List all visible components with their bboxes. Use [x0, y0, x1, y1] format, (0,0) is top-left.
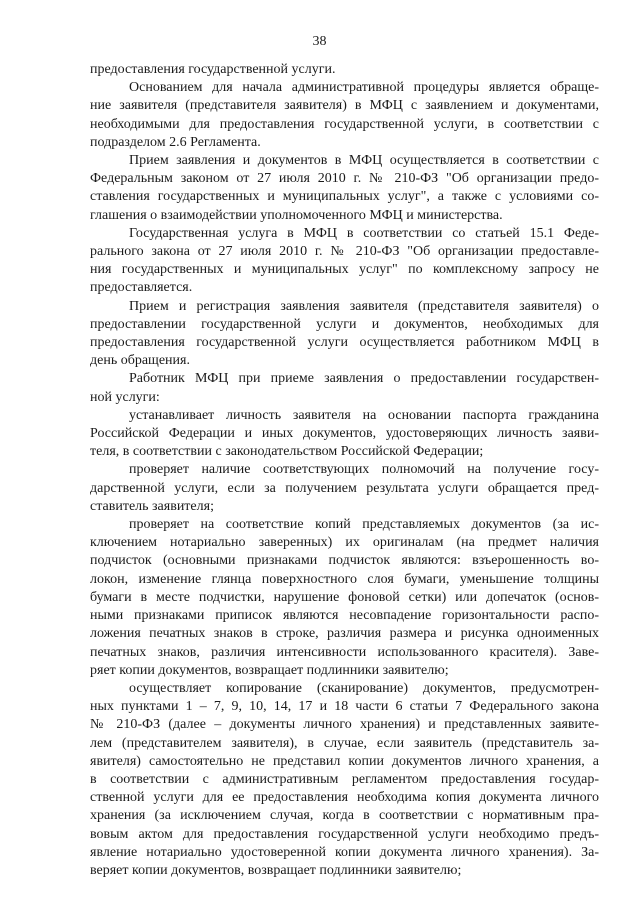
text-line: необходимыми для предоставления государственной услуги, в соответствии с [90, 116, 599, 132]
paragraph [90, 516, 599, 680]
text-line: предоставляется. [90, 280, 193, 296]
text-line: предоставлении государственной услуги и документов, необходимых для [90, 316, 599, 332]
text-line: лем (представителем заявителя), в случае, если заявитель (представитель за- [90, 735, 599, 751]
text-line: Государственная услуга в МФЦ в соответствии со статьей 15.1 Феде- [129, 225, 599, 241]
text-line: ными признаками приписок являются несовпадение горизонтальности распо- [90, 608, 599, 624]
text-line: ной услуги: [90, 389, 160, 405]
text-line: Работник МФЦ при приеме заявления о предоставлении государствен- [129, 371, 599, 387]
text-line: ственной услуги для ее предоставления необходима копия документа личного [90, 790, 599, 806]
text-line: явителя) самостоятельно не представил копии документов личного хранения, а [90, 753, 599, 769]
text-line: ложения печатных знаков в строке, различия размера и рисунка одноименных [90, 626, 599, 642]
text-line: локон, изменение глянца поверхностного слоя бумаги, уменьшение толщины [90, 571, 599, 587]
text-line: проверяет наличие соответствующих полномочий на получение госу- [129, 462, 599, 478]
text-line: подразделом 2.6 Регламента. [90, 134, 261, 150]
text-line: день обращения. [90, 353, 190, 369]
text-line: ставления государственных и муниципальных услуг", а также с условиями со- [90, 189, 599, 205]
paragraph [90, 461, 599, 516]
paragraph [90, 152, 599, 225]
text-line: веряет копии документов, возвращает подлинники заявителю; [90, 862, 462, 878]
text-line: теля, в соответствии с законодательством Российской Федерации; [90, 444, 484, 460]
paragraph [90, 79, 599, 152]
text-line: предоставления государственной услуги осуществляется работником МФЦ в [90, 335, 599, 351]
text-line: печатных знаков, различия интенсивности использованного красителя). Заве- [90, 644, 599, 660]
text-line: проверяет на соответствие копий представляемых документов (за ис- [129, 517, 599, 533]
text-line: осуществляет копирование (сканирование) документов, предусмотрен- [129, 680, 599, 696]
text-line: подчисток (основными признаками подчисток являются: взъерошенность во- [90, 553, 599, 569]
text-line: в соответствии с административным регламентом предоставления государ- [90, 771, 599, 787]
text-line: ных пунктами 1 – 7, 9, 10, 14, 17 и 18 части 6 статьи 7 Федерального закона [90, 699, 599, 715]
text-line: устанавливает личность заявителя на основании паспорта гражданина [129, 407, 599, 423]
text-line: Прием и регистрация заявления заявителя (представителя заявителя) о [129, 298, 599, 314]
text-line: дарственной услуги, если за получением результата услуги обращается пред- [90, 480, 599, 496]
text-line: ряет копии документов, возвращает подлинники заявителю; [90, 662, 449, 678]
text-line: Российской Федерации и иных документов, удостоверяющих личность заяви- [90, 426, 599, 442]
paragraph [90, 407, 599, 462]
text-line: ния государственных и муниципальных услуг" по комплексному запросу не [90, 262, 599, 278]
text-line: ставитель заявителя; [90, 498, 214, 514]
text-line: ключением нотариально заверенных) их оригиналам (на предмет наличия [90, 535, 599, 551]
text-line: вовым актом для предоставления государственной услуги необходимо предъ- [90, 826, 599, 842]
text-line: явление нотариально удостоверенной копии документа личного хранения). За- [90, 844, 599, 860]
text-line: предоставления государственной услуги. [90, 62, 336, 77]
text-line: хранения (за исключением случая, когда в соответствии с нормативным пра- [90, 808, 599, 824]
paragraph [90, 298, 599, 371]
paragraph [90, 225, 599, 298]
text-line: ние заявителя (представителя заявителя) в МФЦ с заявлением и документами, [90, 98, 599, 114]
text-line: Прием заявления и документов в МФЦ осуществляется в соответствии с [129, 153, 599, 169]
document-body [90, 61, 599, 880]
paragraph [90, 61, 599, 79]
text-line: бумаги в месте подчистки, нарушение фоновой сетки) или допечаток (основ- [90, 589, 599, 605]
page-number: 38 [312, 34, 327, 49]
text-line: глашения о взаимодействии уполномоченного МФЦ и министерства. [90, 207, 503, 223]
paragraph [90, 370, 599, 406]
text-line: № 210-ФЗ (далее – документы личного хранения) и представленных заявите- [90, 717, 599, 733]
text-line: рального закона от 27 июля 2010 г. № 210-ФЗ "Об организации предоставле- [90, 244, 599, 260]
paragraph [90, 680, 599, 880]
text-line: Федеральным законом от 27 июля 2010 г. № 210-ФЗ "Об организации предо- [90, 171, 599, 187]
text-line: Основанием для начала административной процедуры является обраще- [129, 80, 599, 96]
